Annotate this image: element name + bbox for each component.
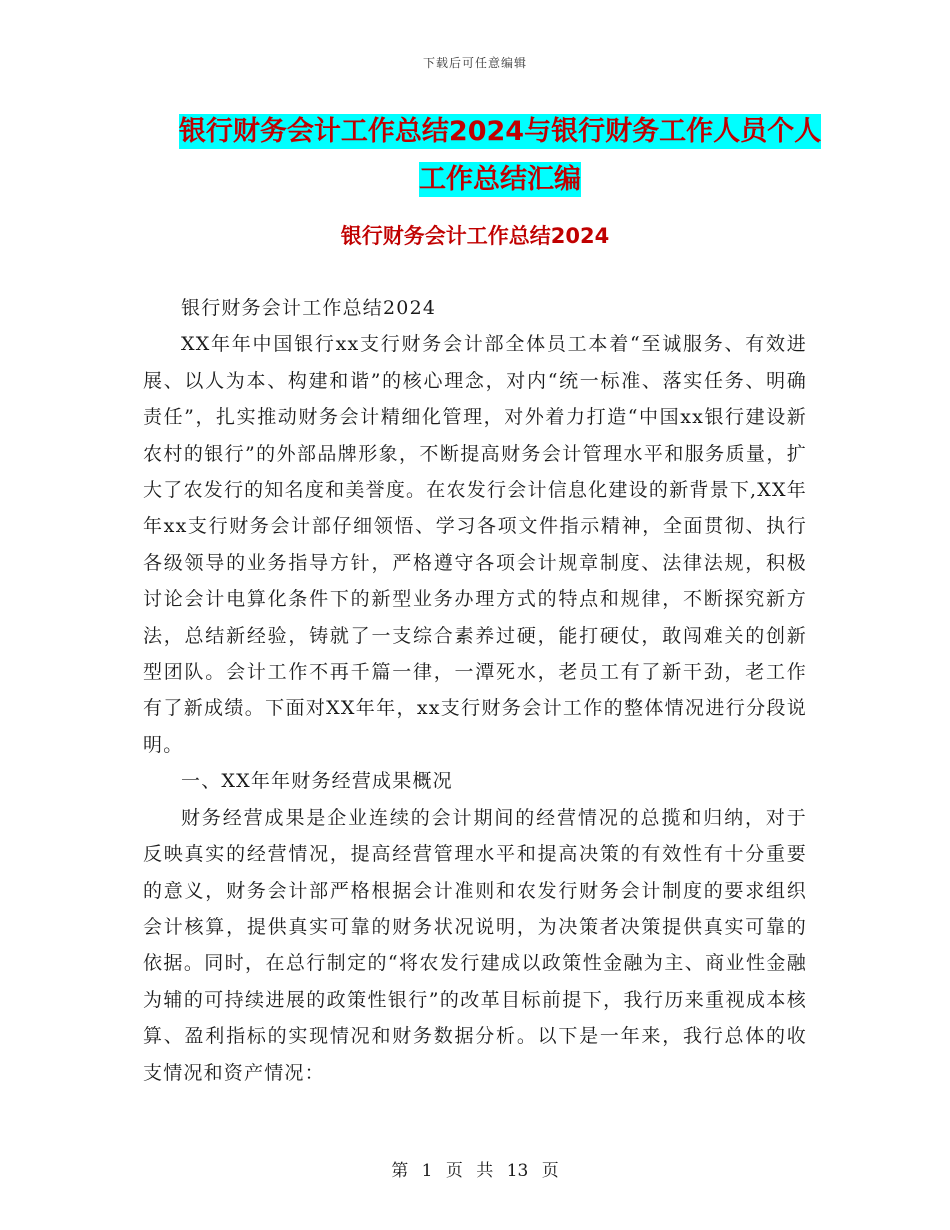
body-text [143, 290, 807, 1091]
page-footer: 第 1 页 共 13 页 [391, 1161, 559, 1181]
title-line-1: 银行财务会计工作总结2024与银行财务工作人员个人 [178, 116, 822, 147]
document-title [120, 108, 880, 204]
section-title: 银行财务会计工作总结2024 [340, 224, 610, 248]
title-line-2: 工作总结汇编 [419, 164, 581, 195]
paragraph: 财务经营成果是企业连续的会计期间的经营情况的总揽和归纳，对于反映真实的经营情况，提高经营管理水平和提高决策的有效性有十分重要的意义，财务会计部严格根据会计准则和农发行财务会计制度的要求组织会计核算，提供真实可靠的财务状况说明，为决策者决策提供真实可靠的依据。同时，在总行制定的“将农发行建成以政策性金融为主、商业性金融为辅的可持续进展的政策性银行”的改革目标前提下，我行历来重视成本核算、盈利指标的实现情况和财务数据分析。以下是一年来，我行总体的收支情况和资产情况： [143, 806, 807, 1084]
paragraph: 银行财务会计工作总结2024 [181, 297, 437, 319]
header-note: 下载后可任意编辑 [422, 56, 527, 70]
paragraph: XX年年中国银行xx支行财务会计部全体员工本着“至诚服务、有效进展、以人为本、构建和谐”的核心理念，对内“统一标准、落实任务、明确责任”，扎实推动财务会计精细化管理，对外着力打造“中国xx银行建设新农村的银行”的外部品牌形象，不断提高财务会计管理水平和服务质量，扩大了农发行的知名度和美誉度。在农发行会计信息化建设的新背景下,XX年年xx支行财务会计部仔细领悟、学习各项文件指示精神，全面贯彻、执行各级领导的业务指导方针，严格遵守各项会计规章制度、法律法规，积极讨论会计电算化条件下的新型业务办理方式的特点和规律，不断探究新方法，总结新经验，铸就了一支综合素养过硬，能打硬仗，敢闯难关的创新型团队。会计工作不再千篇一律，一潭死水，老员工有了新干劲，老工作有了新成绩。下面对XX年年，xx支行财务会计工作的整体情况进行分段说明。 [143, 333, 807, 756]
paragraph: 一、XX年年财务经营成果概况 [181, 770, 453, 793]
